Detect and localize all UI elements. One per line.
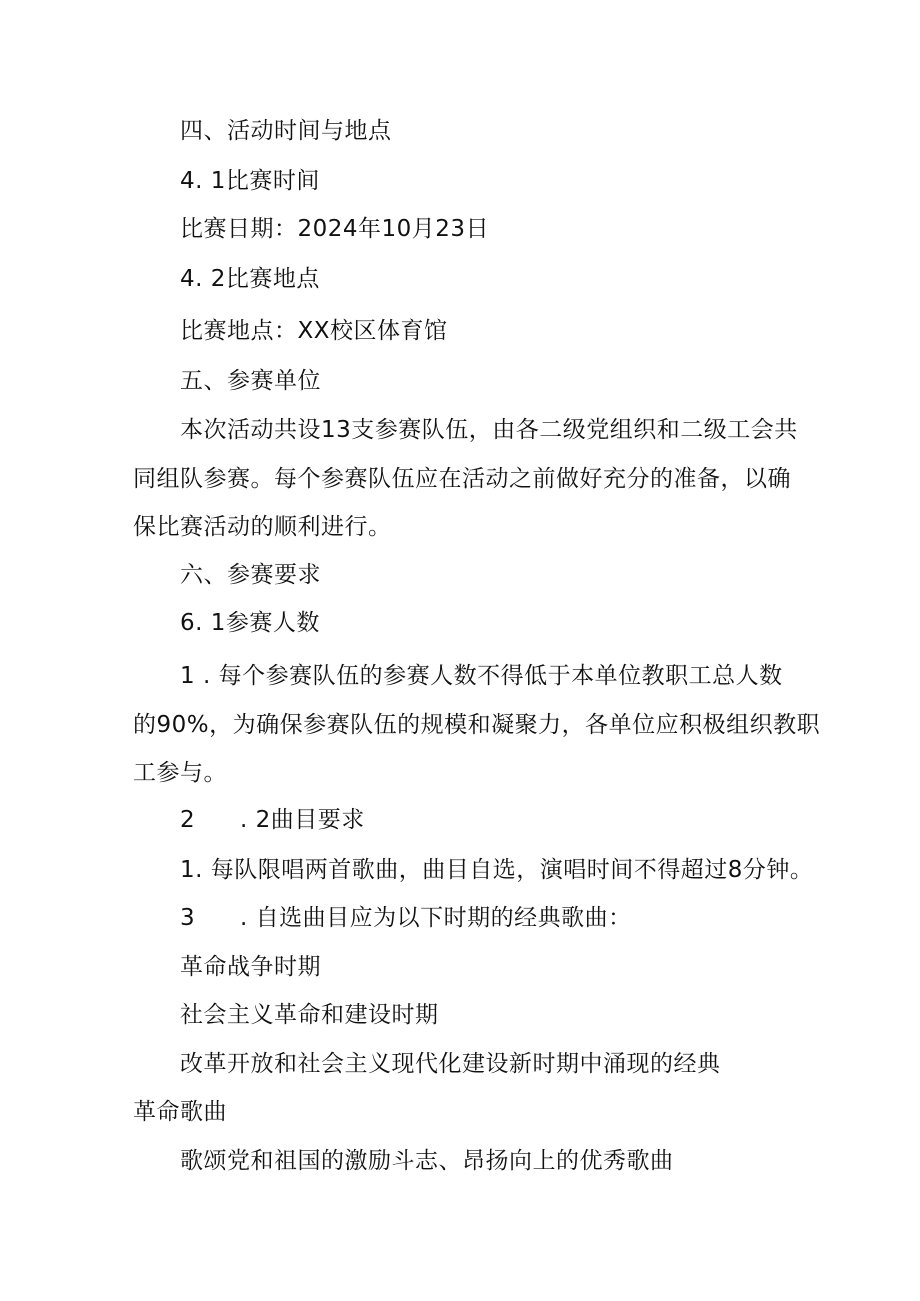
s4-2-heading: 4. 2比赛地点 (180, 266, 320, 292)
period-3-line-2: 革命歌曲 (133, 1099, 227, 1125)
s6-2-number: 2 (180, 807, 195, 833)
s5-paragraph-line-2: 同组队参赛。每个参赛队伍应在活动之前做好充分的准备，以确 (133, 466, 791, 492)
s4-1-date: 比赛日期：2024年10月23日 (180, 216, 490, 242)
s6-1-heading: 6. 1参赛人数 (180, 610, 320, 636)
section4-heading: 四、活动时间与地点 (180, 118, 392, 144)
period-1: 革命战争时期 (180, 954, 321, 980)
s6-2-item3: . 自选曲目应为以下时期的经典歌曲： (240, 905, 632, 931)
s6-2-heading: . 2曲目要求 (240, 807, 365, 833)
s4-1-heading: 4. 1比赛时间 (180, 168, 320, 194)
period-2: 社会主义革命和建设时期 (180, 1002, 439, 1028)
s6-2-item1: 1. 每队限唱两首歌曲，曲目自选，演唱时间不得超过8分钟。 (180, 857, 814, 883)
s4-2-location: 比赛地点：XX校区体育馆 (180, 318, 448, 344)
s5-paragraph-line-1: 本次活动共设13支参赛队伍，由各二级党组织和二级工会共 (180, 417, 798, 443)
s6-1-item1-line-2: 的90%，为确保参赛队伍的规模和凝聚力，各单位应积极组织教职 (133, 712, 821, 738)
period-4: 歌颂党和祖国的激励斗志、昂扬向上的优秀歌曲 (180, 1148, 674, 1174)
section6-heading: 六、参赛要求 (180, 562, 321, 588)
s5-paragraph-line-3: 保比赛活动的顺利进行。 (133, 514, 392, 540)
s6-1-item1-line-3: 工参与。 (133, 760, 227, 786)
s6-2-item3-number: 3 (180, 905, 195, 931)
section5-heading: 五、参赛单位 (180, 368, 321, 394)
s6-1-item1-line-1: 1 . 每个参赛队伍的参赛人数不得低于本单位教职工总人数 (180, 663, 783, 689)
period-3-line-1: 改革开放和社会主义现代化建设新时期中涌现的经典 (180, 1051, 721, 1077)
